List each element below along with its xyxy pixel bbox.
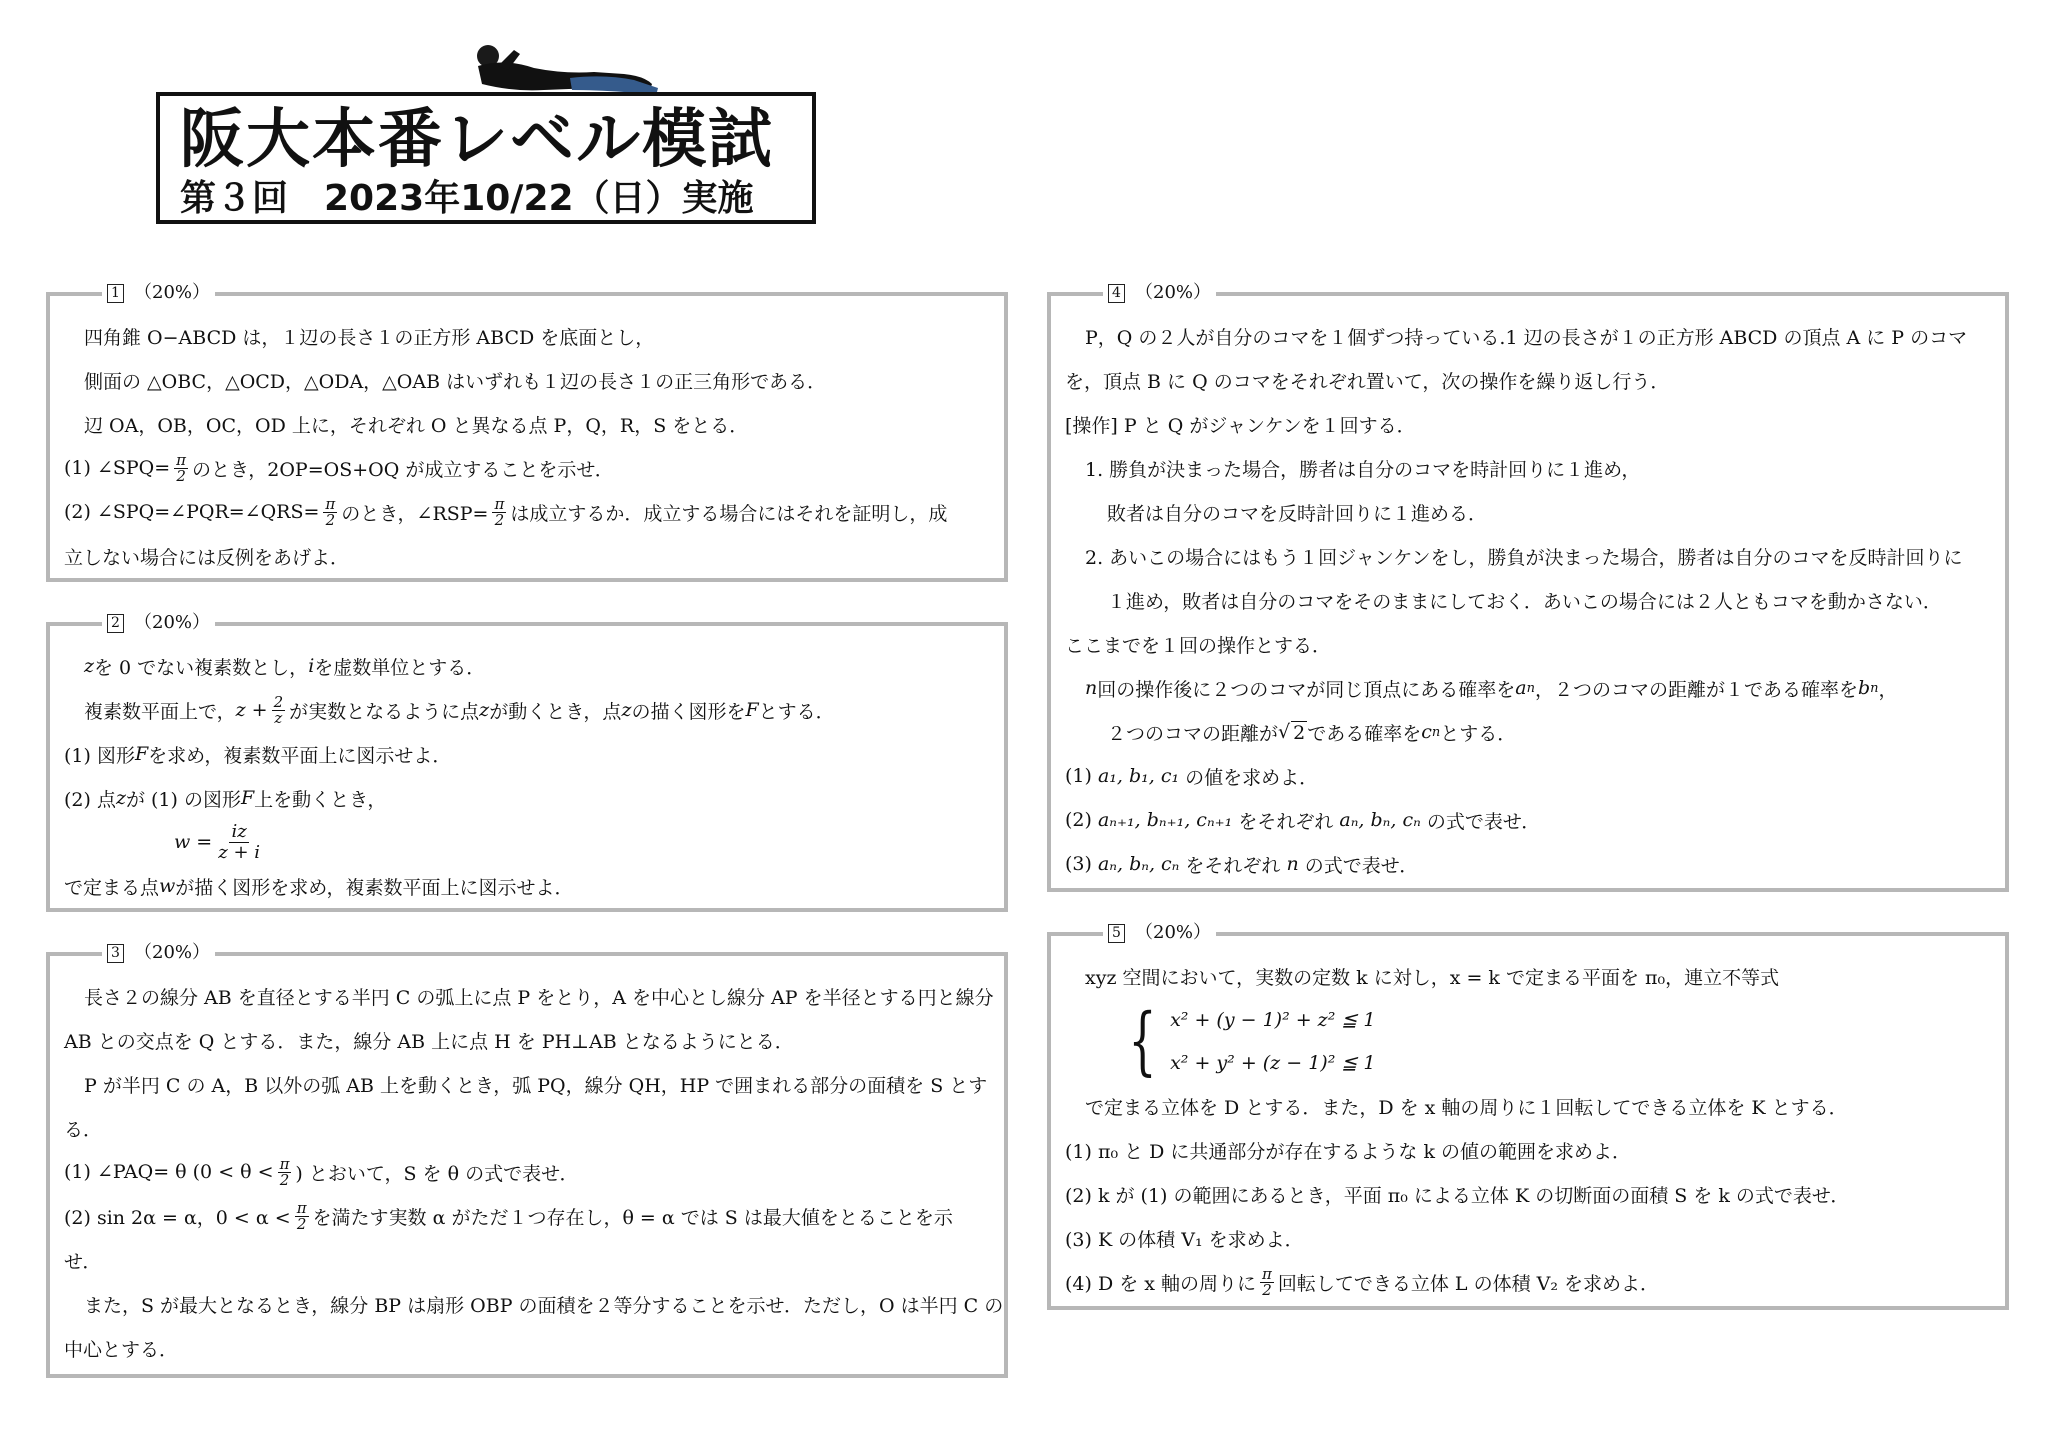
- question-2-tab: [102, 612, 215, 634]
- text-line: 長さ２の線分 AB を直径とする半円 C の弧上に点 P をとり，A を中心とし線分 AP を半径とする円と線分: [84, 986, 994, 1009]
- text-line: (4) D を x 軸の周りに $\frac{\pi}{2}$ 回転してできる立体 L の体積 V₂ を求めよ．: [1065, 1264, 1660, 1299]
- question-5-tab: [1103, 922, 1216, 944]
- question-number: 3: [107, 944, 124, 963]
- question-4-box: [1047, 282, 2009, 892]
- text-line: P が半円 C の A，B 以外の弧 AB 上を動くとき，弧 PQ，線分 QH，HP で囲まれる部分の面積を S とす: [84, 1074, 988, 1097]
- text-line: で定まる点 w が描く図形を求め，複素数平面上に図示せよ．: [64, 875, 574, 899]
- fraction-pi-over-2: $\frac{\pi}{2}$: [494, 494, 505, 529]
- fraction-pi-over-2: $\frac{\pi}{2}$: [296, 1198, 307, 1233]
- text-line: P，Q の２人が自分のコマを１個ずつ持っている.1 辺の長さが１の正方形 ABCD の頂点 A に P のコマ: [1085, 326, 1968, 349]
- question-3-box: [46, 942, 1008, 1378]
- text-line: (2) sin 2α = α，0 < α < $\frac{\pi}{2}$ を満たす実数 α がただ１つ存在し，θ = α では S は最大値をとることを示: [64, 1198, 953, 1233]
- text-line: 2. あいこの場合にはもう１回ジャンケンをし，勝負が決まった場合，勝者は自分のコマを反時計回りに: [1085, 546, 1963, 569]
- fraction-pi-over-2: $\frac{\pi}{2}$: [176, 450, 187, 485]
- text-line: (2) k が (1) の範囲にあるとき，平面 π₀ による立体 K の切断面の面積 S を k の式で表せ．: [1065, 1184, 1850, 1207]
- text-line: n 回の操作後に２つのコマが同じ頂点にある確率を a n ，２つのコマの距離が１である確率を b n ，: [1085, 677, 1898, 701]
- text-line: 立しない場合には反例をあげよ．: [64, 546, 350, 569]
- question-weight: （20%）: [1135, 922, 1212, 943]
- text-line: [操作] P と Q がジャンケンを１回する．: [1065, 414, 1416, 437]
- text-line: １進め，敗者は自分のコマをそのままにしておく．あいこの場合には２人ともコマを動かさない．: [1107, 590, 1942, 613]
- left-brace: {: [1128, 998, 1157, 1084]
- question-weight: （20%）: [134, 612, 211, 633]
- text-line: で定まる立体を D とする．また，D を x 軸の周りに１回転してできる立体を K とする．: [1085, 1096, 1848, 1119]
- fraction-pi-over-2: $\frac{\pi}{2}$: [1262, 1264, 1272, 1299]
- text-line: (1) π₀ と D に共通部分が存在するような k の値の範囲を求めよ．: [1065, 1140, 1632, 1163]
- text-line: また，S が最大となるとき，線分 BP は扇形 OBP の面積を２等分することを示せ．ただし，O は半円 C の: [84, 1294, 1004, 1317]
- text-line: 敗者は自分のコマを反時計回りに１進める．: [1107, 502, 1488, 525]
- exam-date-subtitle: 第３回 2023年10/22（日）実施: [180, 178, 754, 219]
- inequality: x² + y² + (z − 1)² ≦ 1: [1170, 1051, 1376, 1074]
- question-number: 4: [1108, 284, 1125, 303]
- text-line: 辺 OA，OB，OC，OD 上に，それぞれ O と異なる点 P，Q，R，S をとる．: [84, 414, 749, 437]
- text-line: 1. 勝負が決まった場合，勝者は自分のコマを時計回りに１進め，: [1085, 458, 1641, 481]
- text-line: 側面の △OBC，△OCD，△ODA，△OAB はいずれも１辺の長さ１の正三角形である．: [84, 370, 827, 393]
- text-line: 四角錐 O−ABCD は，１辺の長さ１の正方形 ABCD を底面とし，: [84, 326, 655, 349]
- question-1-tab: [102, 282, 215, 304]
- text-line: ここまでを１回の操作とする．: [1065, 634, 1332, 657]
- question-5-box: [1047, 922, 2009, 1310]
- text-line: (3) aₙ, bₙ, cₙ をそれぞれ n の式で表せ．: [1065, 853, 1419, 877]
- text-line: (1) a₁, b₁, c₁ の値を求めよ．: [1065, 765, 1319, 789]
- text-line: xyz 空間において，実数の定数 k に対し，x = k で定まる平面を π₀，連立不等式: [1085, 966, 1780, 989]
- text-line: (1) 図形 F を求め，複素数平面上に図示せよ．: [64, 743, 452, 767]
- question-2-box: [46, 612, 1008, 912]
- text-line: を，頂点 B に Q のコマをそれぞれ置いて，次の操作を繰り返し行う．: [1065, 370, 1670, 393]
- text-line: 複素数平面上で， z + $\frac{2}{z}$ が実数となるように点 z が動くとき，点 z の描く図形を F とする．: [84, 692, 835, 727]
- text-line: AB との交点を Q とする．また，線分 AB 上に点 H を PH⊥AB となるようにとる．: [64, 1030, 794, 1053]
- question-number: 5: [1108, 924, 1125, 943]
- text-line: (3) K の体積 V₁ を求めよ．: [1065, 1228, 1304, 1251]
- fraction-iz-over-z-plus-i: $\frac{iz}{z + i}$: [218, 820, 260, 863]
- question-number: 1: [107, 284, 124, 303]
- question-weight: （20%）: [134, 942, 211, 963]
- question-number: 2: [107, 614, 124, 633]
- formula-line: w = $\frac{iz}{z + i}$: [174, 820, 260, 863]
- question-weight: （20%）: [134, 282, 211, 303]
- exam-header-frame: [156, 92, 816, 224]
- simultaneous-inequalities: [1065, 998, 1991, 1084]
- text-line: 中心とする．: [64, 1338, 179, 1361]
- question-weight: （20%）: [1135, 282, 1212, 303]
- fraction-2-over-z: $\frac{2}{z}$: [273, 692, 284, 727]
- question-1-box: [46, 282, 1008, 582]
- text-line: (2) ∠SPQ=∠PQR=∠QRS= $\frac{\pi}{2}$ のとき，∠RSP= $\frac{\pi}{2}$ は成立するか．成立する場合にはそれを証明し，成: [64, 494, 948, 529]
- text-line: る．: [64, 1118, 103, 1141]
- inequality: x² + (y − 1)² + z² ≦ 1: [1170, 1008, 1376, 1031]
- fraction-pi-over-2: $\frac{\pi}{2}$: [279, 1154, 290, 1189]
- text-line: z を 0 でない複素数とし， i を虚数単位とする．: [84, 655, 486, 679]
- text-line: (1) ∠SPQ= $\frac{\pi}{2}$ のとき，2OP=OS+OQ が成立することを示せ．: [64, 450, 614, 485]
- text-line: (1) ∠PAQ= θ (0 < θ < $\frac{\pi}{2}$ ) とおいて，S を θ の式で表せ．: [64, 1154, 579, 1189]
- text-line: (2) 点 z が (1) の図形 F 上を動くとき，: [64, 787, 387, 811]
- question-3-tab: [102, 942, 215, 964]
- text-line: (2) aₙ₊₁, bₙ₊₁, cₙ₊₁ をそれぞれ aₙ, bₙ, cₙ の式で表せ．: [1065, 809, 1541, 833]
- exam-title: 阪大本番レベル模試: [180, 103, 774, 177]
- text-line: ２つのコマの距離が √ 2 である確率を c n とする．: [1107, 721, 1517, 745]
- question-4-tab: [1103, 282, 1216, 304]
- fraction-pi-over-2: $\frac{\pi}{2}$: [325, 494, 336, 529]
- text-line: せ．: [64, 1250, 102, 1273]
